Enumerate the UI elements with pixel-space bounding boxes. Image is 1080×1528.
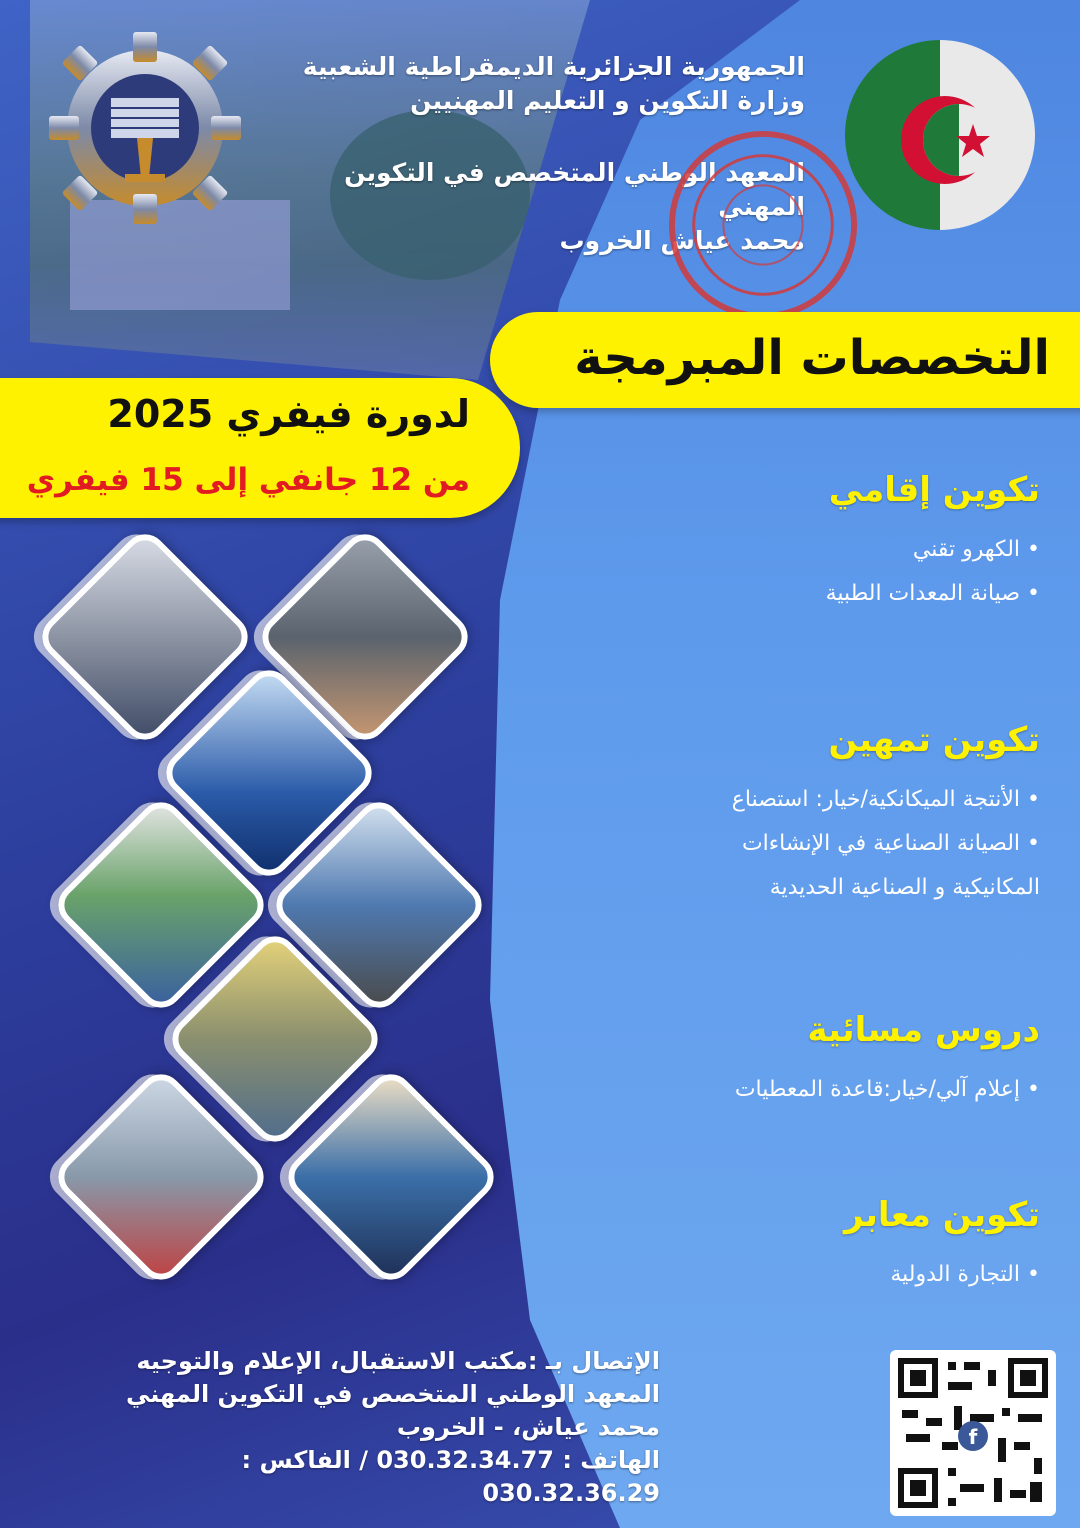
list-item: • الأنتجة الميكانكية/خيار: استصناع (540, 778, 1040, 822)
list-item: • التجارة الدولية (540, 1253, 1040, 1297)
session-label: لدورة فيفري 2025 (107, 392, 470, 436)
institute-name: المعهد الوطني المتخصص في التكوين المهني (344, 158, 805, 221)
contact-line: المعهد الوطني المتخصص في التكوين المهني (125, 1380, 660, 1408)
contact-info (60, 1345, 660, 1510)
republic-name: الجمهورية الجزائرية الديمقراطية الشعبية (302, 52, 805, 81)
official-stamp-icon (664, 126, 862, 324)
section-apprenticeship (540, 720, 1040, 910)
qr-pattern (898, 1358, 1048, 1508)
page-title: التخصصات المبرمجة (574, 330, 1050, 386)
list-item: • الصيانة الصناعية في الإنشاءات (540, 822, 1040, 866)
qr-code-icon[interactable] (890, 1350, 1056, 1516)
section-title: تكوين تمهين (828, 720, 1040, 760)
section-bridging (540, 1195, 1040, 1297)
list-item: المكانيكية و الصناعية الحديدية (769, 875, 1040, 900)
section-title: تكوين إقامي (828, 470, 1040, 510)
institute-location: محمد عياش الخروب (559, 226, 805, 255)
section-evening (540, 1010, 1040, 1112)
section-title: دروس مسائية (807, 1010, 1040, 1050)
svg-text:f: f (968, 1425, 978, 1449)
session-dates: من 12 جانفي إلى 15 فيفري (26, 462, 470, 498)
list-item: • الكهرو تقني (540, 528, 1040, 572)
list-item: • صيانة المعدات الطبية (540, 572, 1040, 616)
contact-line: محمد عياش، - الخروب (396, 1413, 660, 1441)
algeria-flag-icon (845, 40, 1035, 230)
section-title: تكوين معابر (844, 1195, 1040, 1235)
contact-phone: الهاتف : 030.32.34.77 / الفاكس : 030.32.36.29 (241, 1446, 660, 1507)
session-banner (0, 378, 520, 518)
section-residential (540, 470, 1040, 616)
list-item: • إعلام آلي/خيار:قاعدة المعطيات (540, 1068, 1040, 1112)
ministry-name: وزارة التكوين و التعليم المهنيين (410, 86, 805, 115)
gear-emblem-icon (45, 28, 245, 228)
contact-line: الإتصال بـ :مكتب الاستقبال، الإعلام والتوجيه (136, 1347, 660, 1375)
title-banner (490, 312, 1080, 408)
